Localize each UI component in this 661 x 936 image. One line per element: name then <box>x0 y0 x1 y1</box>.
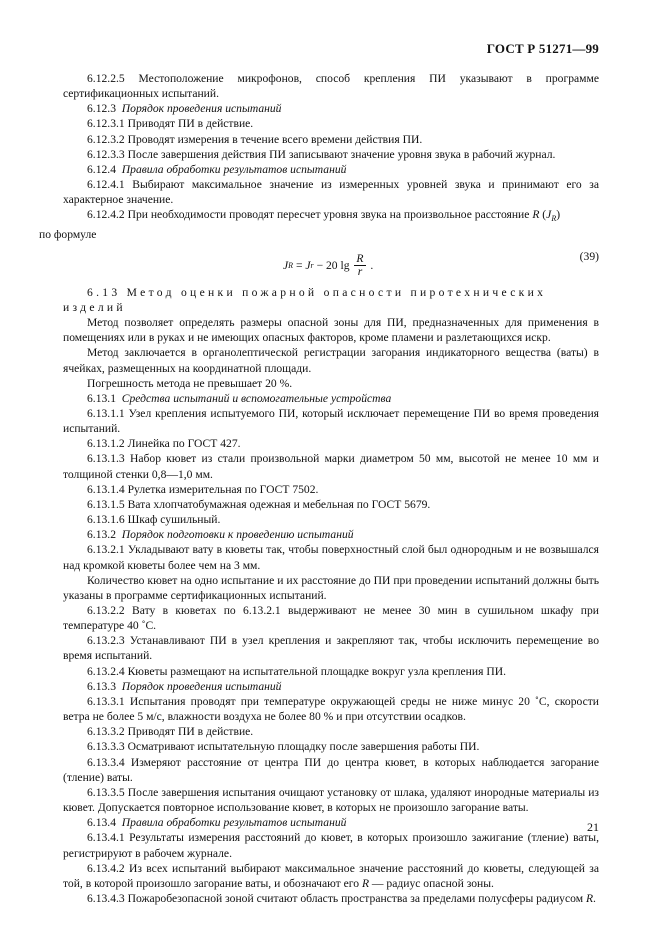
formula-dot: . <box>367 258 374 272</box>
text-span: ) <box>556 208 561 222</box>
heading-number: 6.12.4 <box>87 162 116 176</box>
paragraph-6-13-3-1: 6.13.3.1 Испытания проводят при температуре окружающей среды не ниже минус 20 ˚С, скорости ветра не более 5 м/с, влажности воздуха не более 80 % и при отсутствии осадков. <box>63 694 599 724</box>
heading-number: 6.13.2 <box>87 528 116 542</box>
heading-6-13-4 <box>63 815 599 830</box>
paragraph-6-12-3-1: 6.12.3.1 Приводят ПИ в действие. <box>87 117 254 131</box>
paragraph-6-12-3-3: 6.12.3.3 После завершения действия ПИ записывают значение уровня звука в рабочий журнал. <box>87 147 556 161</box>
paragraph-method-error: Погрешность метода не превышает 20 %. <box>87 376 293 390</box>
standard-header: ГОСТ Р 51271—99 <box>486 41 599 56</box>
variable-j: J <box>546 208 552 222</box>
paragraph-method-purpose: Метод позволяет определять размеры опасной зоны для ПИ, предназначенных для применения в помещениях или в руках и не имеющих опасных факторов, кроме пламени и разлетающихся искр. <box>63 316 599 345</box>
paragraph-6-13-2-4: 6.13.2.4 Кюветы размещают на испытательной площадке вокруг узла крепления ПИ. <box>87 664 506 678</box>
formula-lhs: J <box>283 258 289 272</box>
text-span: 6.12.4.2 При необходимости проводят пересчет уровня звука на произвольное расстояние <box>87 208 533 222</box>
variable-r: R <box>532 208 540 222</box>
paragraph-6-12-4-2 <box>39 207 599 241</box>
text-span: 6.13.4.2 Из всех испытаний выбирают максимальное значение расстояний до кюветы, следующей за той, в которой произошло загорание ваты, и обозначают его <box>63 861 599 890</box>
heading-6-12-3 <box>63 101 599 116</box>
text-span: по формуле <box>39 227 97 241</box>
paragraph-6-13-3-3: 6.13.3.3 Осматривают испытательную площадку после завершения работы ПИ. <box>87 740 480 754</box>
heading-title: Порядок подготовки к проведению испытаний <box>121 528 354 542</box>
paragraph-6-13-1-1: 6.13.1.1 Узел крепления испытуемого ПИ, который исключает перемещение ПИ во время проведения испытаний. <box>63 406 599 436</box>
page-number: 21 <box>587 820 599 834</box>
section-title-6-13: 6.13 Метод оценки пожарной опасности пиротехнических изделий <box>63 285 547 314</box>
heading-number: 6.12.3 <box>87 102 116 116</box>
paragraph-cuvette-count: Количество кювет на одно испытание и их расстояние до ПИ при проведении испытаний должны быть указаны в программе сертификационных испытаний. <box>63 573 599 602</box>
heading-6-12-4 <box>63 162 599 177</box>
paragraph-6-13-3-5: 6.13.3.5 После завершения испытания очищают установку от шлака, удаляют инородные материалы из кювет. Допускается повторное использование кювет, в которых не произошло загорание ваты. <box>63 785 599 815</box>
heading-number: 6.13.4 <box>87 816 116 830</box>
variable-r: R <box>361 876 370 890</box>
formula-minus-20-lg: − 20 lg <box>313 258 353 272</box>
formula-expression <box>283 253 373 278</box>
variable-r: R <box>585 891 594 905</box>
paragraph-6-13-4-2 <box>63 861 599 891</box>
text-span: . <box>593 891 596 905</box>
paragraph-6-13-1-5: 6.13.1.5 Вата хлопчатобумажная одежная и мебельная по ГОСТ 5679. <box>87 497 431 511</box>
fraction-numerator: R <box>356 251 364 265</box>
heading-title: Средства испытаний и вспомогательные устройства <box>121 391 392 405</box>
paragraph-6-13-1-2: 6.13.1.2 Линейка по ГОСТ 427. <box>87 437 241 451</box>
paragraph-6-13-2-1: 6.13.2.1 Укладывают вату в кюветы так, чтобы поверхностный слой был однородным и не возвышался над кромкой кюветы более чем на 3 мм. <box>63 543 599 572</box>
paragraph-6-13-4-3 <box>63 891 599 906</box>
paragraph-6-12-3-2: 6.12.3.2 Проводят измерения в течение всего времени действия ПИ. <box>87 132 423 146</box>
paragraph-6-13-2-2: 6.13.2.2 Вату в кюветах по 6.13.2.1 выдерживают не менее 30 мин в сушильном шкафу при температуре 40 ˚С. <box>63 604 599 633</box>
paragraph-6-13-3-4: 6.13.3.4 Измеряют расстояние от центра ПИ до центра кювет, в которых наблюдается загорание (тление) ваты. <box>63 755 599 784</box>
formula-j: J <box>305 258 311 272</box>
page-body <box>39 71 599 906</box>
paragraph-6-13-2-3: 6.13.2.3 Устанавливают ПИ в узел крепления и закрепляют так, чтобы исключить перемещение во время испытаний. <box>63 634 599 663</box>
text-span: ( <box>539 208 547 222</box>
heading-number: 6.13.1 <box>87 391 116 405</box>
heading-title: Порядок проведения испытаний <box>121 102 282 116</box>
heading-6-13-2 <box>63 527 599 542</box>
text-span: 6.13.4.3 Пожаробезопасной зоной считают область пространства за пределами полусферы радиусом <box>87 891 586 905</box>
text-span: — радиус опасной зоны. <box>369 876 494 890</box>
formula-fraction <box>354 253 365 278</box>
equation-number: (39) <box>579 249 599 263</box>
formula-j-sub: r <box>310 260 314 270</box>
paragraph-method-essence: Метод заключается в органолептической регистрации загорания индикаторного вещества (ваты) в ячейках, размещенных на координатной площади. <box>63 346 599 375</box>
subscript-r: R <box>551 214 557 224</box>
heading-number: 6.13.3 <box>87 679 116 693</box>
heading-title: Правила обработки результатов испытаний <box>121 162 347 176</box>
paragraph-6-13-1-3: 6.13.1.3 Набор кювет из стали произвольной марки диаметром 50 мм, высотой не менее 10 мм и толщиной стенки 0,8—1,0 мм. <box>63 452 599 481</box>
heading-6-13-1 <box>63 391 599 406</box>
fraction-denominator: r <box>357 264 363 278</box>
paragraph-6-13-4-1: 6.13.4.1 Результаты измерения расстояний до кювет, в которых произошло зажигание (тление) ваты, регистрируют в рабочем журнале. <box>63 831 599 860</box>
paragraph-6-13-3-2: 6.13.3.2 Приводят ПИ в действие. <box>87 725 254 739</box>
heading-6-13-3 <box>63 679 599 694</box>
formula-lhs-sub: R <box>288 260 294 270</box>
formula-39 <box>63 245 599 283</box>
paragraph-6-12-2-5: 6.12.2.5 Местоположение микрофонов, способ крепления ПИ указывают в программе сертификационных испытаний. <box>63 72 599 101</box>
paragraph-6-12-4-1: 6.12.4.1 Выбирают максимальное значение из измеренных уровней звука и принимают его за характерное значение. <box>63 178 599 207</box>
paragraph-6-13-1-6: 6.13.1.6 Шкаф сушильный. <box>87 513 221 527</box>
heading-title: Порядок проведения испытаний <box>121 679 282 693</box>
paragraph-6-13-1-4: 6.13.1.4 Рулетка измерительная по ГОСТ 7502. <box>87 482 319 496</box>
formula-equals: = <box>293 258 306 272</box>
heading-title: Правила обработки результатов испытаний <box>121 816 347 830</box>
